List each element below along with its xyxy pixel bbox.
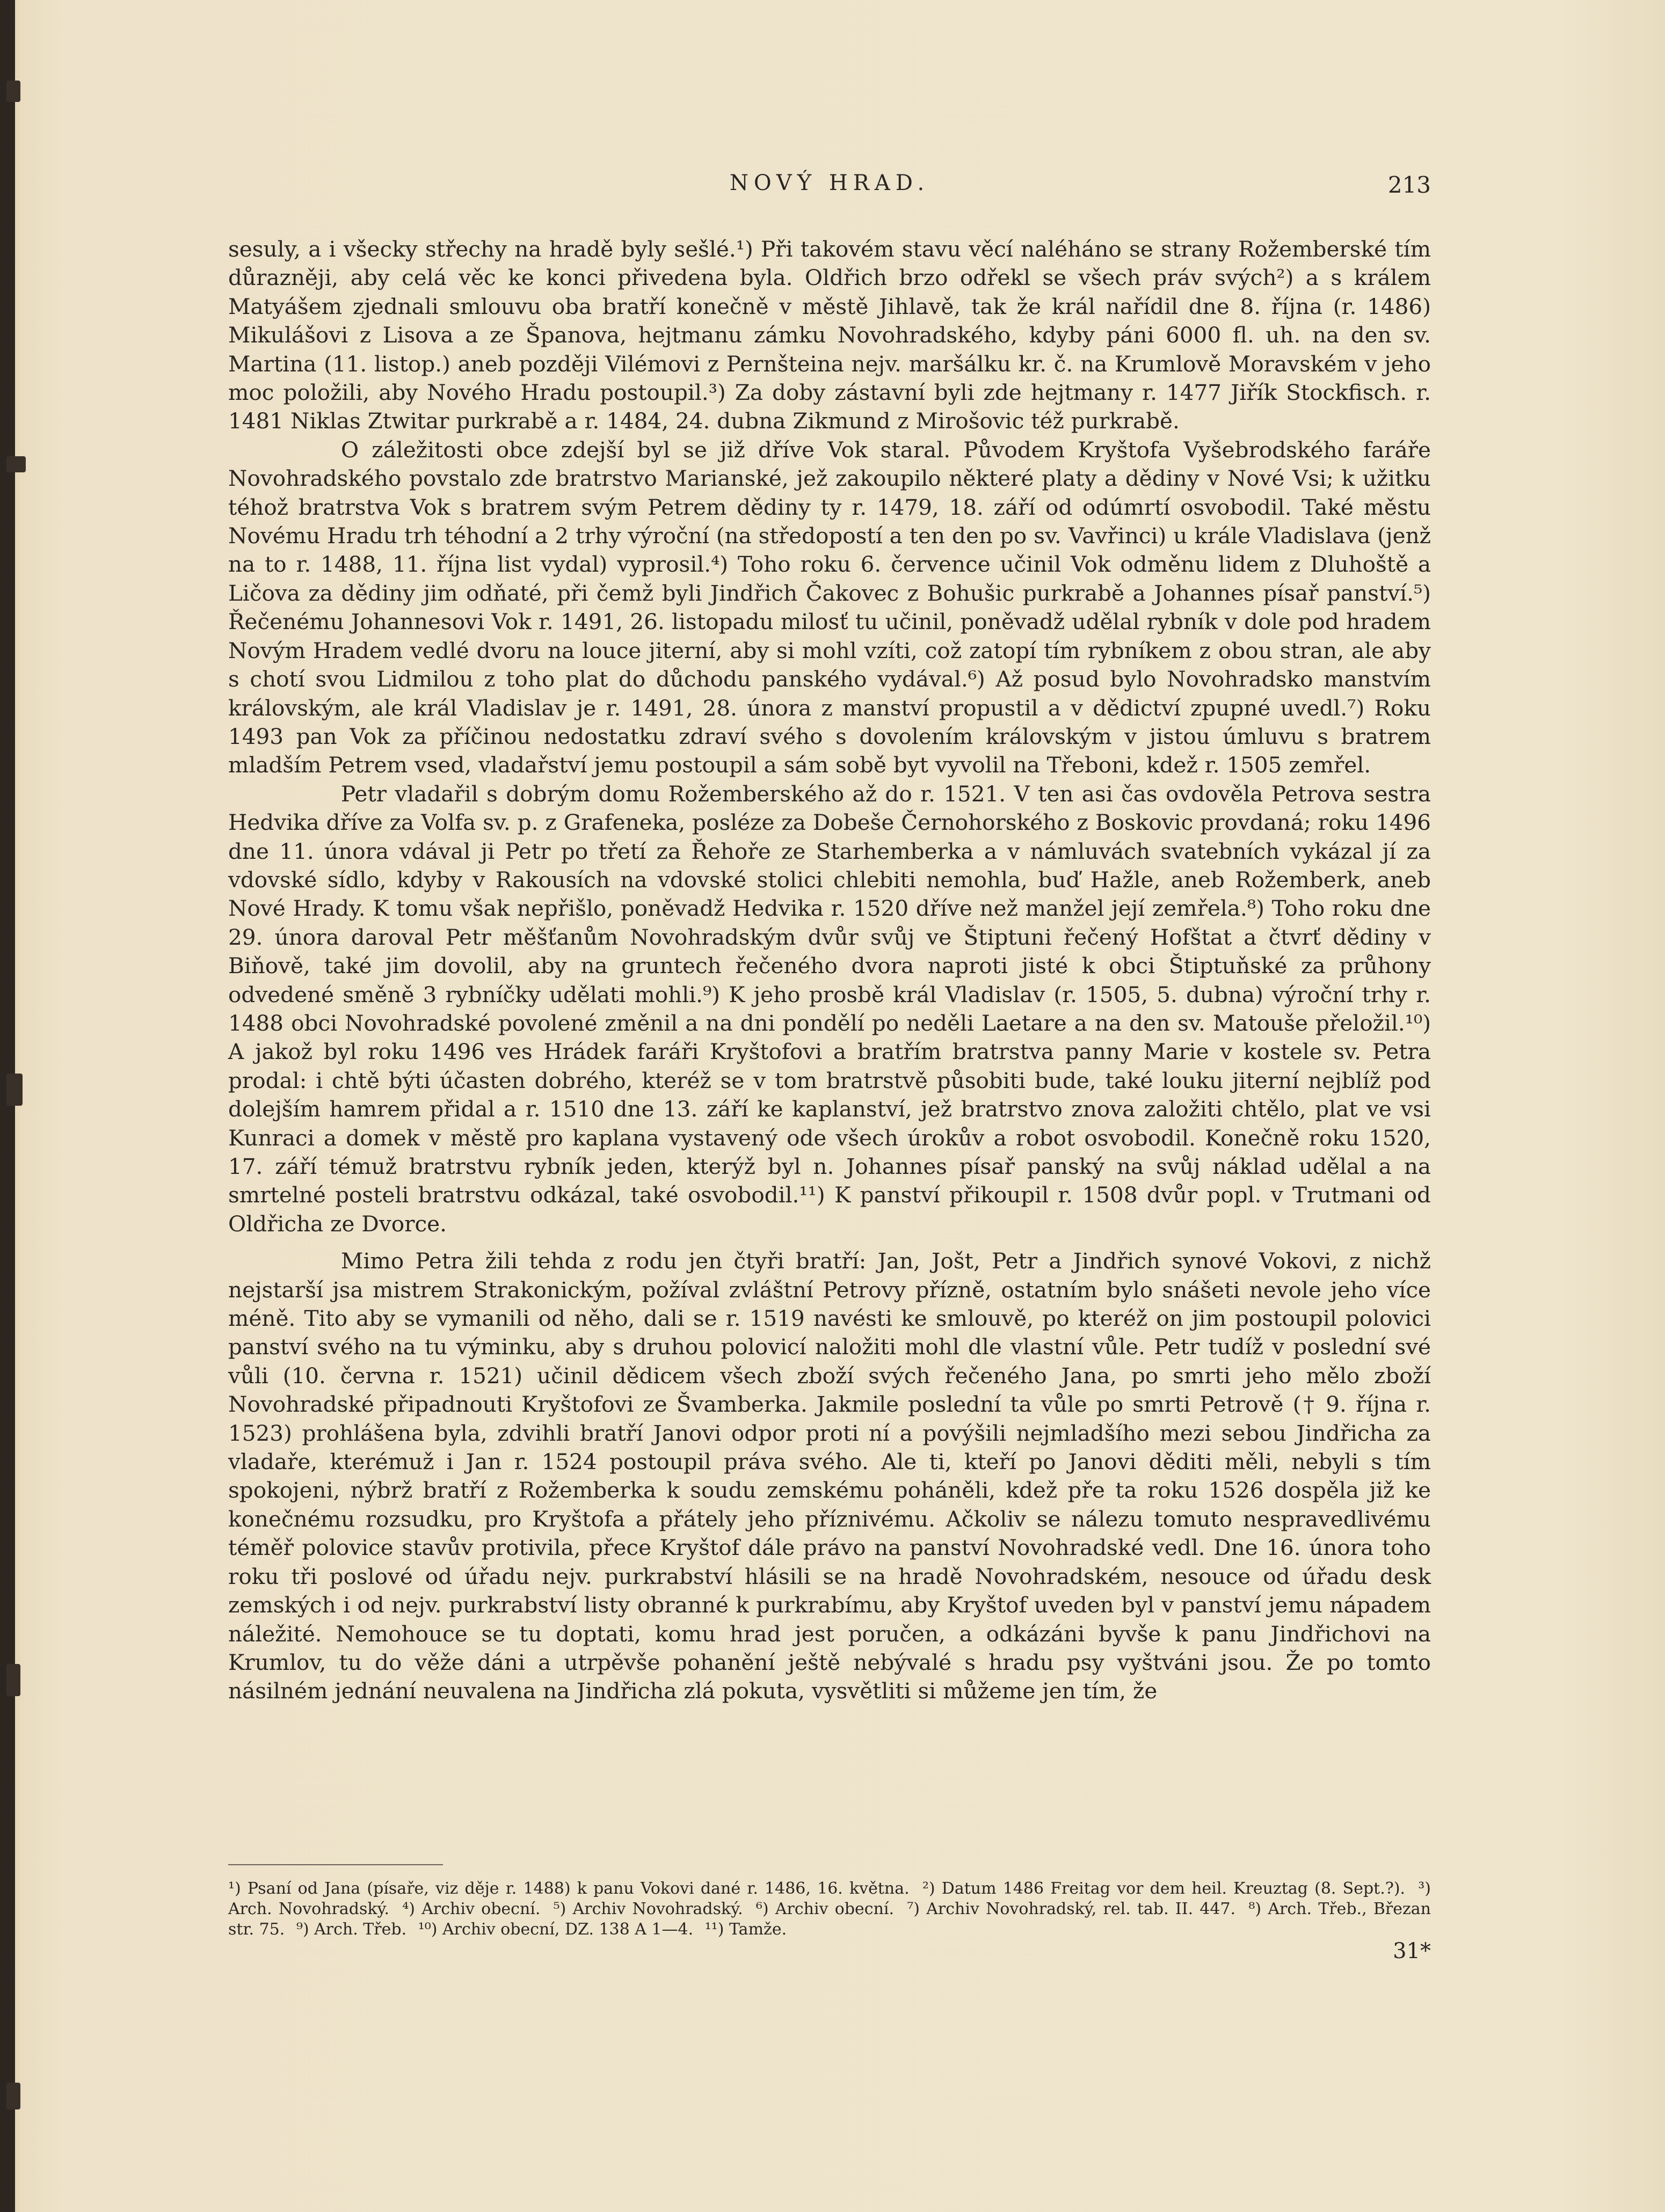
binding-mark [6,2083,20,2109]
footnote: ³) Arch. Novohradský. [228,1879,1431,1918]
binding-mark [6,456,26,472]
footnotes [228,1879,1431,1940]
footnote: ¹¹) Tamže. [704,1920,787,1939]
page-header [228,171,1431,208]
footnote: ¹) Psaní od Jana (písaře, viz děje r. 1488) k panu Vokovi dané r. 1486, 16. května. [228,1879,910,1898]
footnote: ⁴) Archiv obecní. [402,1900,541,1918]
binding-mark [6,81,20,102]
binding-mark [6,1074,23,1106]
footnote: ⁷) Archiv Novohradský, rel. tab. II. 447. [907,1900,1236,1918]
footnote: ⁸) Arch. Třeb., Březan str. 75. [228,1900,1431,1939]
footnote-divider [228,1864,443,1865]
running-title: NOVÝ HRAD. [729,171,930,195]
signature-mark: 31* [1393,1939,1431,1963]
footnote: ²) Datum 1486 Freitag vor dem heil. Kreuztag (8. Sept.?). [922,1879,1406,1898]
footnote: ⁵) Archiv Novohradský. [553,1900,743,1918]
page-number: 213 [1387,172,1431,198]
paragraph: Mimo Petra žili tehda z rodu jen čtyři bratří: Jan, Jošt, Petr a Jindřich synové Vokovi, z nichž nejstarší jsa mistrem Strakonickým, požíval zvláštní Petrovy přízně, ostatním bylo snášeti nevole jeho více méně. Tito aby se vymanili od něho, dali se r. 1519 navésti ke smlouvě, po kteréž on jim postoupil polovici panství svého na tu výminku, aby s druhou polovicí naložiti mohl dle vlastní vůle. Petr tudíž v poslední své vůli (10. června r. 1521) učinil dědicem všech zboží svých řečeného Jana, po smrti jeho mělo zboží Novohradské připadnouti Kryštofovi ze Švamberka. Jakmile poslední ta vůle po smrti Petrově († 9. října r. 1523) prohlášena byla, zdvihli bratří Janovi odpor proti ní a povýšili nejmladšího mezi sebou Jindřicha za vladaře, kterémuž i Jan r. 1524 postoupil práva svého. Ale ti, kteří po Janovi děditi měli, nebyli s tím spokojeni, nýbrž bratří z Rožemberka k soudu zemskému poháněli, kdež pře ta roku 1526 dospěla již ke konečnému rozsudku, pro Kryštofa a přátely jeho příznivému. Ačkoliv se nálezu tomuto nespravedlivému téměř polovice stavův protivila, přece Kryštof dále právo na panství Novohradské vedl. Dne 16. února toho roku tři poslové od úřadu nejv. purkrabství hlásili se na hradě Novohradském, nesouce od úřadu desk zemských i od nejv. purkrabství listy obranné k purkrabímu, aby Kryštof uveden byl v panství jemu nápadem náležité. Nemohouce se tu doptati, komu hrad jest poručen, a odkázáni byvše k panu Jindřichovi na Krumlov, tu do věže dáni a utrpěvše pohanění ještě nebývalé s hradu psy vyštváni jsou. Že po tomto násilném jednání neuvalena na Jindřicha zlá pokuta, vysvětliti si můžeme jen tím, že [228,1248,1431,1704]
paragraph: Petr vladařil s dobrým domu Rožemberského až do r. 1521. V ten asi čas ovdověla Petrova sestra Hedvika dříve za Volfa sv. p. z Grafeneka, posléze za Dobeše Černohorského z Boskovic provdaná; roku 1496 dne 11. února vdával ji Petr po třetí za Řehoře ze Starhemberka a v námluvách svatebních vykázal jí za vdovské sídlo, kdyby v Rakousích na vdovské stolici chlebiti nemohla, buď Hažle, aneb Rožemberk, aneb Nové Hrady. K tomu však nepřišlo, poněvadž Hedvika r. 1520 dříve než manžel její zemřela.⁸) Toho roku dne 29. února daroval Petr měšťanům Novohradským dvůr svůj ve Štiptuni řečený Hofštat a čtvrť dědiny v Biňově, také jim dovolil, aby na gruntech řečeného dvora naproti jisté k obci Štiptuňské za průhony odvedené směně 3 rybníčky udělati mohli.⁹) K jeho prosbě král Vladislav (r. 1505, 5. dubna) výroční trhy r. 1488 obci Novohradské povolené změnil a na dni pondělí po neděli Laetare a na den sv. Matouše přeložil.¹⁰) A jakož byl roku 1496 ves Hrádek faráři Kryštofovi a bratřím bratrstva panny Marie v kostele sv. Petra prodal: i chtě býti účasten dobrého, kteréž se v tom bratrstvě působiti bude, také louku jiterní nejblíž pod dolejším hamrem přidal a r. 1510 dne 13. září ke kaplanství, jež bratrstvo znova založiti chtělo, plat ve vsi Kunraci a domek v městě pro kaplana vystavený ode všech úrokův a robot osvobodil. Konečně roku 1520, 17. září témuž bratrstvu rybník jeden, kterýž byl n. Johannes písař panský na svůj náklad udělal a na smrtelné posteli bratrstvu odkázal, také osvobodil.¹¹) K panství přikoupil r. 1508 dvůr popl. v Trutmani od Oldřicha ze Dvorce. [228,780,1431,1237]
footnote: ¹⁰) Archiv obecní, DZ. 138 A 1—4. [418,1920,694,1939]
binding-gutter [0,0,15,2212]
binding-mark [6,1664,20,1696]
main-text [228,235,1431,1706]
footnote: ⁶) Archiv obecní. [755,1900,895,1918]
footnote: ⁹) Arch. Třeb. [296,1920,407,1939]
paragraph: O záležitosti obce zdejší byl se již dříve Vok staral. Původem Kryštofa Vyšebrodského faráře Novohradského povstalo zde bratrstvo Marianské, jež zakoupilo některé platy a dědiny v Nové Vsi; k užitku téhož bratrstva Vok s bratrem svým Petrem dědiny ty r. 1479, 18. září od odúmrtí osvobodil. Také městu Novému Hradu trh téhodní a 2 trhy výroční (na středopostí a ten den po sv. Vavřinci) u krále Vladislava (jenž na to r. 1488, 11. října list vydal) vyprosil.⁴) Toho roku 6. července učinil Vok odměnu lidem z Dluhoště a Ličova za dědiny jim odňaté, při čemž byli Jindřich Čakovec z Bohušic purkrabě a Johannes písař panství.⁵) Řečenému Johannesovi Vok r. 1491, 26. listopadu milosť tu učinil, poněvadž udělal rybník v dole pod hradem Novým Hradem vedlé dvoru na louce jiterní, aby si mohl vzíti, což zatopí tím rybníkem z obou stran, ale aby s chotí svou Lidmilou z toho plat do důchodu panského vydával.⁶) Až posud bylo Novohradsko manstvím královským, ale král Vladislav je r. 1491, 28. února z manství propustil a v dědictví zpupné uvedl.⁷) Roku 1493 pan Vok za příčinou nedostatku zdraví svého s dovolením královským v jistou úmluvu s bratrem mladším Petrem vsed, vladařství jemu postoupil a sám sobě byt vyvolil na Třeboni, kdež r. 1505 zemřel. [228,436,1431,778]
paragraph: sesuly, a i všecky střechy na hradě byly sešlé.¹) Při takovém stavu věcí naléháno se strany Rožemberské tím důrazněji, aby celá věc ke konci přivedena byla. Oldřich brzo odřekl se všech práv svých²) a s králem Matyášem zjednali smlouvu oba bratří konečně v městě Jihlavě, tak že král nařídil dne 8. října (r. 1486) Mikulášovi z Lisova a ze Španova, hejtmanu zámku Novohradského, kdyby páni 6000 fl. uh. na den sv. Martina (11. listop.) aneb později Vilémovi z Pernšteina nejv. maršálku kr. č. na Krumlově Moravském v jeho moc položili, aby Nového Hradu postoupil.³) Za doby zástavní byli zde hejtmany r. 1477 Jiřík Stockfisch. r. 1481 Niklas Ztwitar purkrabě a r. 1484, 24. dubna Zikmund z Mirošovic též purkrabě. [228,236,1431,434]
